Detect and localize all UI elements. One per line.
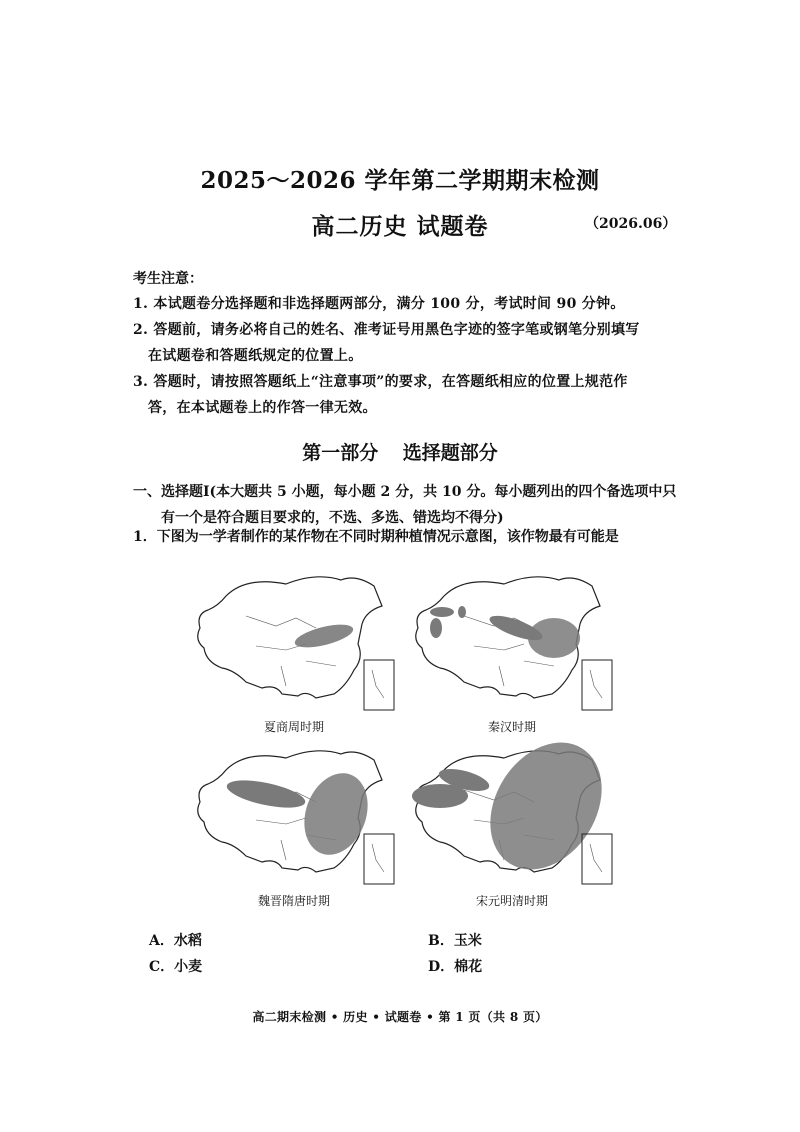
option-c: C．小麦 (149, 959, 203, 975)
question-1-stem: 1．下图为一学者制作的某作物在不同时期种植情况示意图，该作物最有可能是 (133, 529, 619, 545)
notice-item-3: 3. 答题时，请按照答题纸上“注意事项”的要求，在答题纸相应的位置上规范作 (133, 374, 628, 390)
china-map-outline-3 (186, 740, 402, 890)
china-map-outline-2 (404, 566, 620, 716)
map-caption-2: 秦汉时期 (487, 720, 536, 734)
map-xia-shang-zhou (186, 566, 402, 716)
page-footer: 高二期末检测 • 历史 • 试题卷 • 第 1 页（共 8 页） (252, 1010, 548, 1024)
exam-date: （2026.06） (585, 216, 677, 232)
notice-item-1: 1. 本试题卷分选择题和非选择题两部分，满分 100 分，考试时间 90 分钟。 (133, 296, 625, 312)
section-intro-line2: 有一个是符合题目要求的，不选、多选、错选均不得分) (161, 510, 504, 526)
map-qin-han (404, 566, 620, 716)
option-b: B．玉米 (428, 933, 482, 949)
notice-item-3-cont: 答，在本试题卷上的作答一律无效。 (148, 400, 377, 416)
map-caption-3: 魏晋隋唐时期 (257, 894, 330, 908)
section-intro (133, 479, 713, 531)
china-map-outline-4 (404, 740, 620, 890)
section-title: 第一部分 选择题部分 (302, 442, 498, 464)
map-song-yuan-ming-qing (404, 740, 620, 890)
section-intro-line1: 一、选择题Ⅰ(本大题共 5 小题，每小题 2 分，共 10 分。每小题列出的四个备选项中只 (133, 484, 677, 500)
map-caption-1: 夏商周时期 (263, 720, 324, 734)
map-wei-jin-sui-tang (186, 740, 402, 890)
option-a: A．水稻 (149, 933, 202, 949)
notice-item-2-cont: 在试题卷和答题纸规定的位置上。 (148, 348, 363, 364)
exam-subtitle: 高二历史 试题卷 (311, 213, 489, 240)
option-d: D．棉花 (428, 959, 483, 975)
notice-title: 考生注意： (133, 271, 203, 287)
notice-item-2: 2. 答题前，请务必将自己的姓名、准考证号用黑色字迹的签字笔或钢笔分别填写 (133, 322, 640, 338)
map-caption-4: 宋元明清时期 (475, 894, 548, 908)
china-map-outline-1 (186, 566, 402, 716)
exam-title: 2025～2026 学年第二学期期末检测 (200, 167, 600, 194)
